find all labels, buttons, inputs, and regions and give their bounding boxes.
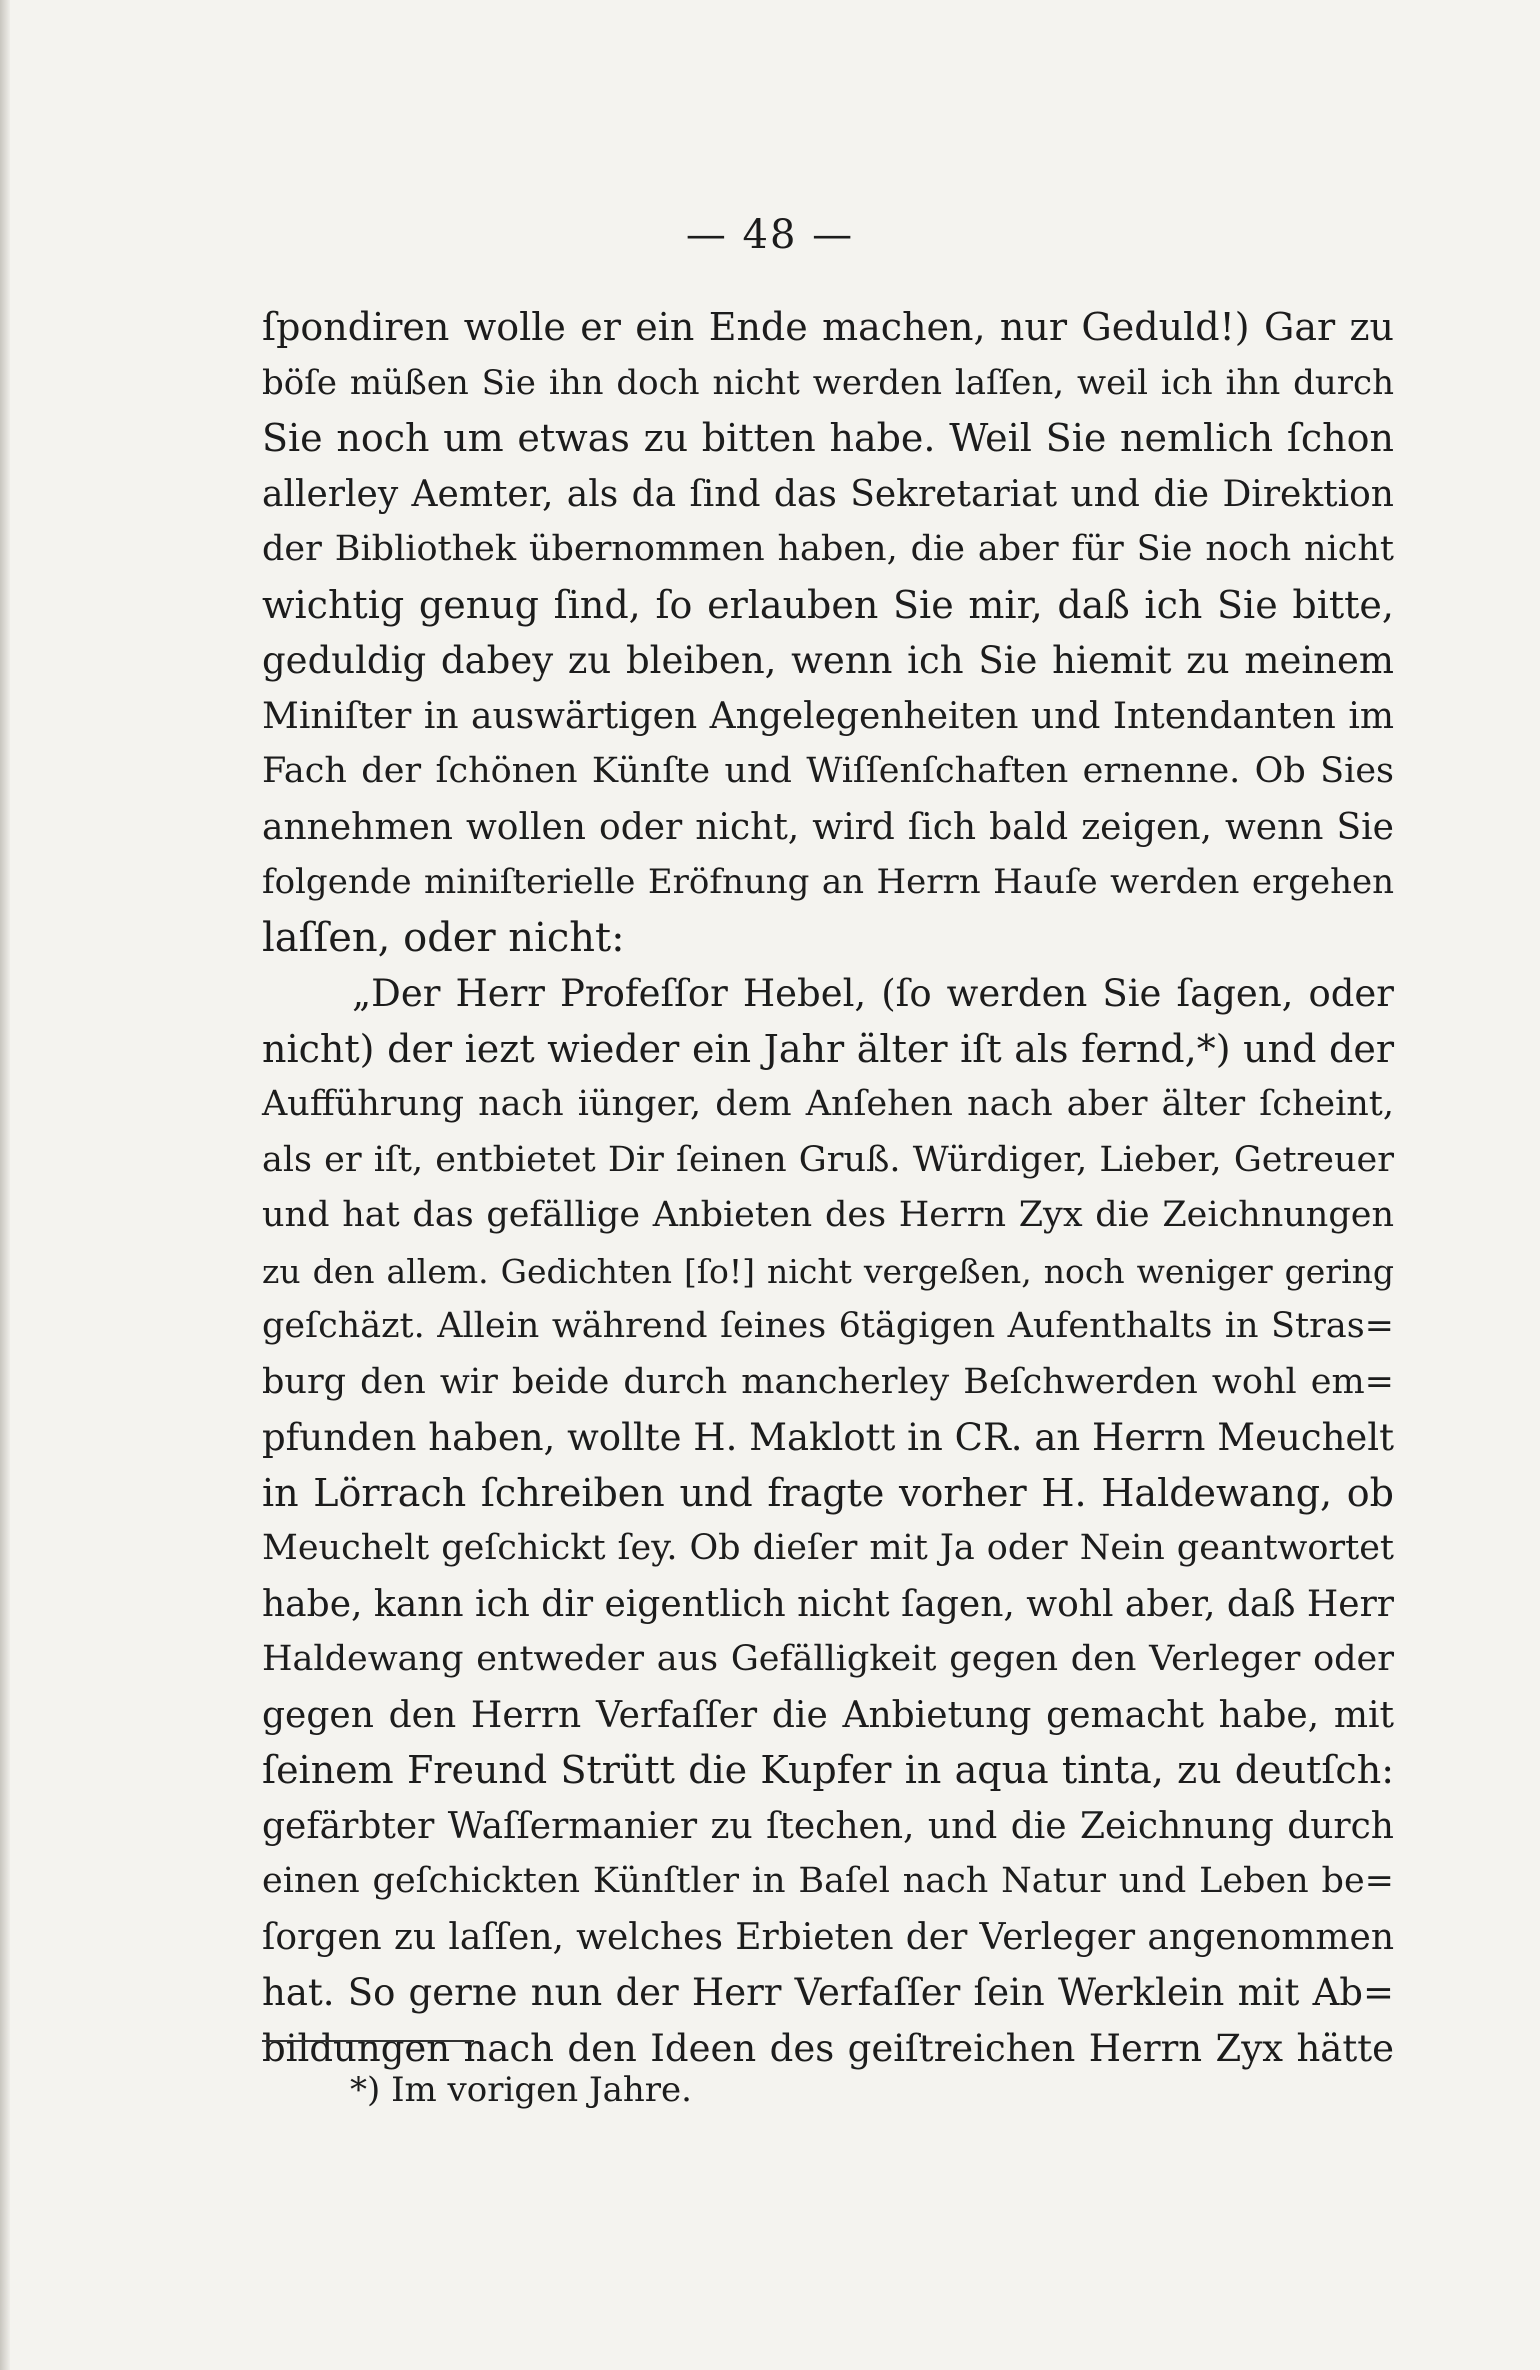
text-line: Fach der ſchönen Künſte und Wiſſenſchaften ernenne. Ob Sies bbox=[262, 751, 1394, 791]
text-line: geduldig dabey zu bleiben, wenn ich Sie hiemit zu meinem bbox=[262, 639, 1394, 682]
text-line: „Der Herr Profeſſor Hebel, (ſo werden Sie ſagen, oder bbox=[352, 972, 1394, 1015]
text-line: Miniſter in auswärtigen Angelegenheiten und Intendanten im bbox=[262, 695, 1394, 737]
text-line: bildungen nach den Ideen des geiſtreichen Herrn Zyx hätte bbox=[262, 2026, 1394, 2070]
text-line: ſpondiren wolle er ein Ende machen, nur Geduld!) Gar zu bbox=[262, 305, 1394, 349]
text-line: laſſen, oder nicht: bbox=[262, 914, 625, 961]
text-line: ſorgen zu laſſen, welches Erbieten der Verleger angenommen bbox=[262, 1916, 1394, 1958]
page-edge-shadow bbox=[0, 0, 10, 2370]
text-line: allerley Aemter, als da ſind das Sekretariat und die Direktion bbox=[262, 473, 1394, 515]
footnote-rule bbox=[262, 2040, 474, 2042]
text-line: zu den allem. Gedichten [ſo!] nicht vergeßen, noch weniger gering bbox=[262, 1251, 1394, 1291]
text-line: als er iſt, entbietet Dir ſeinen Gruß. Würdiger, Lieber, Getreuer bbox=[262, 1139, 1394, 1180]
text-line: pfunden haben, wollte H. Maklott in CR. an Herrn Meuchelt bbox=[262, 1416, 1394, 1459]
text-line: Meuchelt geſchickt ſey. Ob dieſer mit Ja oder Nein geantwortet bbox=[262, 1528, 1394, 1568]
text-line: in Lörrach ſchreiben und fragte vorher H. Haldewang, ob bbox=[262, 1470, 1394, 1515]
text-line: der Bibliothek übernommen haben, die aber für Sie noch nicht bbox=[262, 529, 1394, 569]
footnote: *) Im vorigen Jahre. bbox=[350, 2070, 692, 2110]
text-line: Sie noch um etwas zu bitten habe. Weil Sie nemlich ſchon bbox=[262, 416, 1394, 460]
text-line: wichtig genug ſind, ſo erlauben Sie mir, daß ich Sie bitte, bbox=[262, 582, 1394, 627]
text-line: einen geſchickten Künſtler in Baſel nach Natur und Leben be= bbox=[262, 1861, 1394, 1901]
text-line: annehmen wollen oder nicht, wird ſich bald zeigen, wenn Sie bbox=[262, 806, 1394, 848]
text-line: böſe müßen Sie ihn doch nicht werden laſſen, weil ich ihn durch bbox=[262, 362, 1394, 403]
text-line: Haldewang entweder aus Gefälligkeit gegen den Verleger oder bbox=[262, 1639, 1394, 1679]
text-line: gefärbter Waſſermanier zu ſtechen, und die Zeichnung durch bbox=[262, 1805, 1394, 1847]
text-line: hat. So gerne nun der Herr Verfaſſer ſein Werklein mit Ab= bbox=[262, 1971, 1394, 2014]
text-line: Aufführung nach iünger, dem Anſehen nach aber älter ſcheint, bbox=[262, 1084, 1394, 1124]
text-line: folgende miniſterielle Eröfnung an Herrn Hauſe werden ergehen bbox=[262, 862, 1394, 902]
text-line: ſeinem Freund Strütt die Kupfer in aqua tinta, zu deutſch: bbox=[262, 1748, 1394, 1792]
text-line: burg den wir beide durch mancherley Beſchwerden wohl em= bbox=[262, 1361, 1394, 1402]
text-line: habe, kann ich dir eigentlich nicht ſagen, wohl aber, daß Herr bbox=[262, 1583, 1394, 1625]
text-line: gegen den Herrn Verfaſſer die Anbietung gemacht habe, mit bbox=[262, 1694, 1394, 1736]
text-line: geſchäzt. Allein während ſeines 6tägigen Aufenthalts in Stras= bbox=[262, 1306, 1394, 1346]
page-number: — 48 — bbox=[685, 212, 855, 258]
body-text bbox=[262, 300, 1394, 2076]
text-line: und hat das gefällige Anbieten des Herrn Zyx die Zeichnungen bbox=[262, 1195, 1394, 1235]
text-line: nicht) der iezt wieder ein Jahr älter iſt als fernd,*) und der bbox=[262, 1026, 1394, 1071]
